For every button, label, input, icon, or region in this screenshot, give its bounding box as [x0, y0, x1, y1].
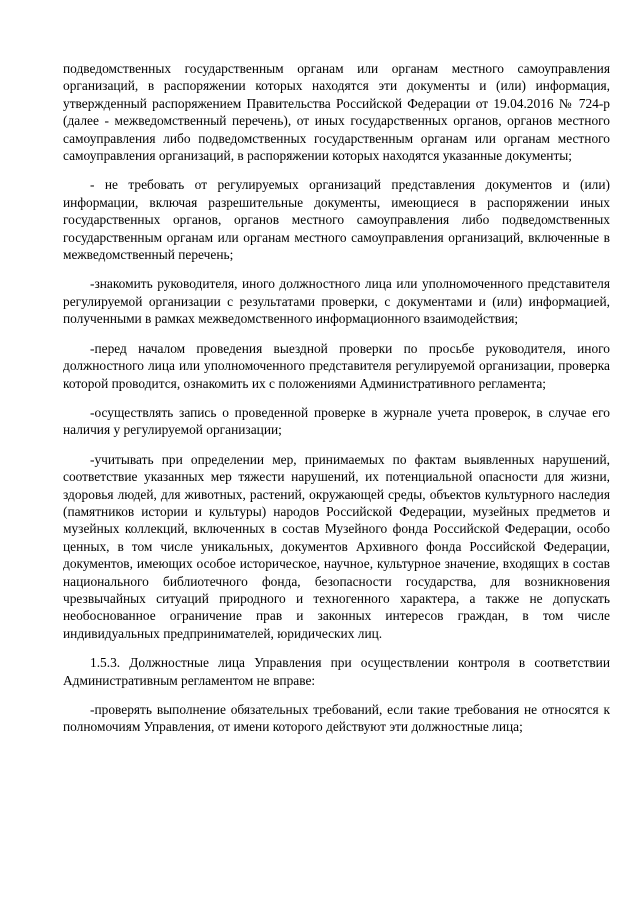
paragraph-journal-record: -осуществлять запись о проведенной проверке в журнале учета проверок, в случае его наличия у регулируемой организации; [63, 404, 610, 438]
paragraph-continuation: подведомственных государственным органам или органам местного самоуправления организаций, в распоряжении которых находятся эти документы и (или) информация, утвержденный распоряжением Правительства Российской Федерации от 19.04.2016 № 724-р (далее - межведомственный перечень), от иных государственных органов, органов местного самоуправления либо подведомственных государственным органам или органам местного самоуправления организаций, в распоряжении которых находятся указанные документы; [63, 61, 610, 164]
paragraph-acquaint-regulation: -перед началом проведения выездной проверки по просьбе руководителя, иного должностного лица или уполномоченного представителя регулируемой организации, проверка которой проводится, ознакомить их с положениями Административного регламента; [63, 340, 610, 391]
paragraph-no-document-requests: - не требовать от регулируемых организаций представления документов и (или) информации, включая разрешительные документы, имеющиеся в распоряжении иных государственных органов, органов местного самоуправления либо подведомственных государственным органам или органам местного самоуправления организаций, включенные в межведомственный перечень; [63, 177, 610, 263]
paragraph-measures: -учитывать при определении мер, принимаемых по фактам выявленных нарушений, соответствие указанных мер тяжести нарушений, их потенциальной опасности для жизни, здоровья людей, для животных, растений, окружающей среды, объектов культурного наследия (памятников истории и культуры) народов Российской Федерации, музейных предметов и музейных коллекций, включенных в состав Музейного фонда Российской Федерации, особо ценных, в том числе уникальных, документов Архивного фонда Российской Федерации, документов, имеющих особое историческое, научное, культурное значение, входящих в состав национального библиотечного фонда, безопасности государства, для возникновения чрезвычайных ситуаций природного и техногенного характера, а также не допускать необоснованное ограничение прав и законных интересов граждан, в том числе индивидуальных предпринимателей, юридических лиц. [63, 451, 610, 641]
paragraph-section-1-5-3: 1.5.3. Должностные лица Управления при осуществлении контроля в соответствии Административным регламентом не вправе: [63, 655, 610, 688]
paragraph-not-entitled-check: -проверять выполнение обязательных требований, если такие требования не относятся к полномочиям Управления, от имени которого действуют эти должностные лица; [63, 702, 610, 735]
paragraph-acquaint-results: -знакомить руководителя, иного должностного лица или уполномоченного представителя регулируемой организации с результатами проверки, с документами и (или) информацией, полученными в рамках межведомственного информационного взаимодействия; [63, 276, 610, 327]
